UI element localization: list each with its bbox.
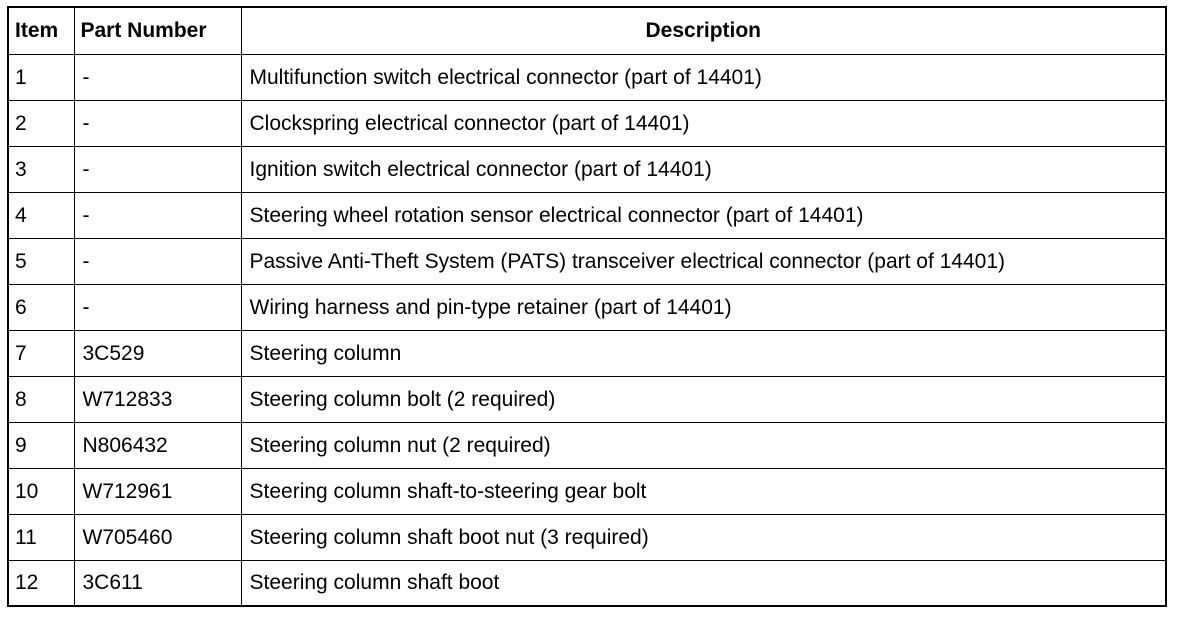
cell-part-number: 3C611 [74,560,241,606]
cell-description: Steering column bolt (2 required) [241,376,1166,422]
cell-item: 3 [8,146,74,192]
header-description: Description [241,7,1166,54]
cell-part-number: - [74,284,241,330]
table-row [8,100,1166,146]
table-row [8,560,1166,606]
cell-item: 7 [8,330,74,376]
cell-item: 10 [8,468,74,514]
table-row [8,376,1166,422]
cell-description: Clockspring electrical connector (part of 14401) [241,100,1166,146]
cell-part-number: - [74,146,241,192]
cell-part-number: - [74,100,241,146]
cell-item: 12 [8,560,74,606]
header-item: Item [8,7,74,54]
cell-description: Steering column shaft boot nut (3 required) [241,514,1166,560]
cell-description: Passive Anti-Theft System (PATS) transceiver electrical connector (part of 14401) [241,238,1166,284]
cell-description: Multifunction switch electrical connector (part of 14401) [241,54,1166,100]
table-row [8,284,1166,330]
table-body [8,54,1166,606]
cell-part-number: - [74,54,241,100]
cell-description: Steering column shaft boot [241,560,1166,606]
table-row [8,146,1166,192]
header-row [8,7,1166,54]
cell-part-number: - [74,238,241,284]
cell-description: Steering column shaft-to-steering gear bolt [241,468,1166,514]
header-part-number: Part Number [74,7,241,54]
cell-item: 8 [8,376,74,422]
parts-table-container [7,6,1167,607]
table-row [8,468,1166,514]
table-row [8,192,1166,238]
cell-description: Steering column nut (2 required) [241,422,1166,468]
cell-item: 6 [8,284,74,330]
cell-part-number: W712833 [74,376,241,422]
table-header [8,7,1166,54]
cell-description: Steering column [241,330,1166,376]
parts-table [7,6,1167,607]
table-row [8,330,1166,376]
cell-part-number: W712961 [74,468,241,514]
cell-item: 4 [8,192,74,238]
cell-item: 11 [8,514,74,560]
cell-part-number: N806432 [74,422,241,468]
cell-part-number: 3C529 [74,330,241,376]
cell-description: Wiring harness and pin-type retainer (part of 14401) [241,284,1166,330]
table-row [8,238,1166,284]
cell-item: 5 [8,238,74,284]
cell-item: 2 [8,100,74,146]
table-row [8,422,1166,468]
cell-part-number: W705460 [74,514,241,560]
cell-part-number: - [74,192,241,238]
table-row [8,514,1166,560]
cell-item: 9 [8,422,74,468]
cell-description: Ignition switch electrical connector (part of 14401) [241,146,1166,192]
cell-description: Steering wheel rotation sensor electrical connector (part of 14401) [241,192,1166,238]
cell-item: 1 [8,54,74,100]
table-row [8,54,1166,100]
